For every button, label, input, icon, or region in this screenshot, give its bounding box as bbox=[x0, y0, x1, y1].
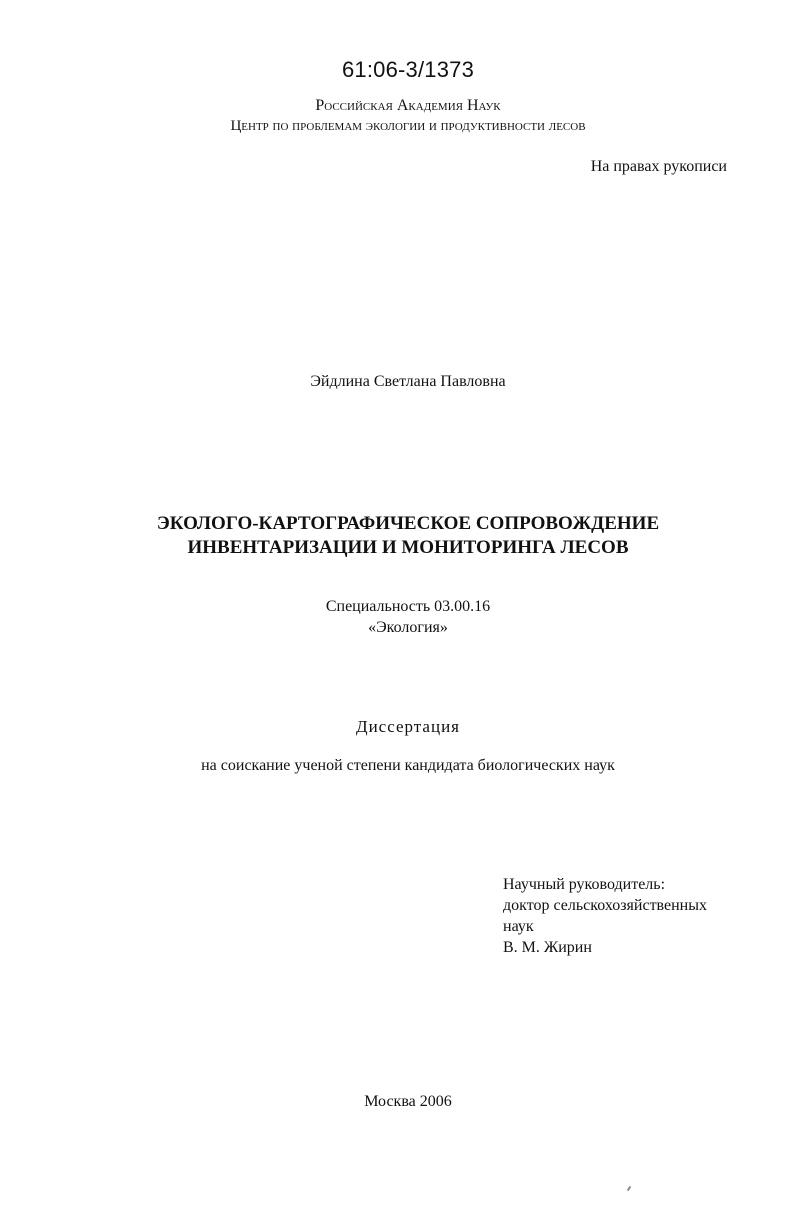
supervisor-block bbox=[503, 874, 707, 958]
academy-name: Российская Академия Наук bbox=[315, 97, 501, 114]
institution-name: Центр по проблемам экологии и продуктивности лесов bbox=[230, 118, 586, 134]
supervisor-title-line-2: наук bbox=[503, 918, 534, 935]
supervisor-name: В. М. Жирин bbox=[503, 939, 592, 956]
rights-note: На правах рукописи bbox=[590, 158, 727, 175]
dissertation-title-line-2: ИНВЕНТАРИЗАЦИИ И МОНИТОРИНГА ЛЕСОВ bbox=[187, 537, 629, 558]
specialty-code: Специальность 03.00.16 bbox=[325, 598, 491, 615]
city-year: Москва 2006 bbox=[364, 1093, 452, 1110]
scan-speck bbox=[627, 1186, 631, 1191]
specialty-name: «Экология» bbox=[368, 619, 448, 636]
supervisor-role: Научный руководитель: bbox=[503, 876, 666, 893]
document-code: 61:06-3/1373 bbox=[341, 57, 475, 82]
author-name: Эйдлина Светлана Павловна bbox=[310, 373, 506, 390]
dissertation-title-line-1: ЭКОЛОГО-КАРТОГРАФИЧЕСКОЕ СОПРОВОЖДЕНИЕ bbox=[156, 513, 660, 534]
degree-statement: на соискание ученой степени кандидата биологических наук bbox=[201, 757, 615, 774]
work-type: Диссертация bbox=[355, 717, 460, 736]
supervisor-title-line-1: доктор сельскохозяйственных bbox=[503, 897, 707, 914]
